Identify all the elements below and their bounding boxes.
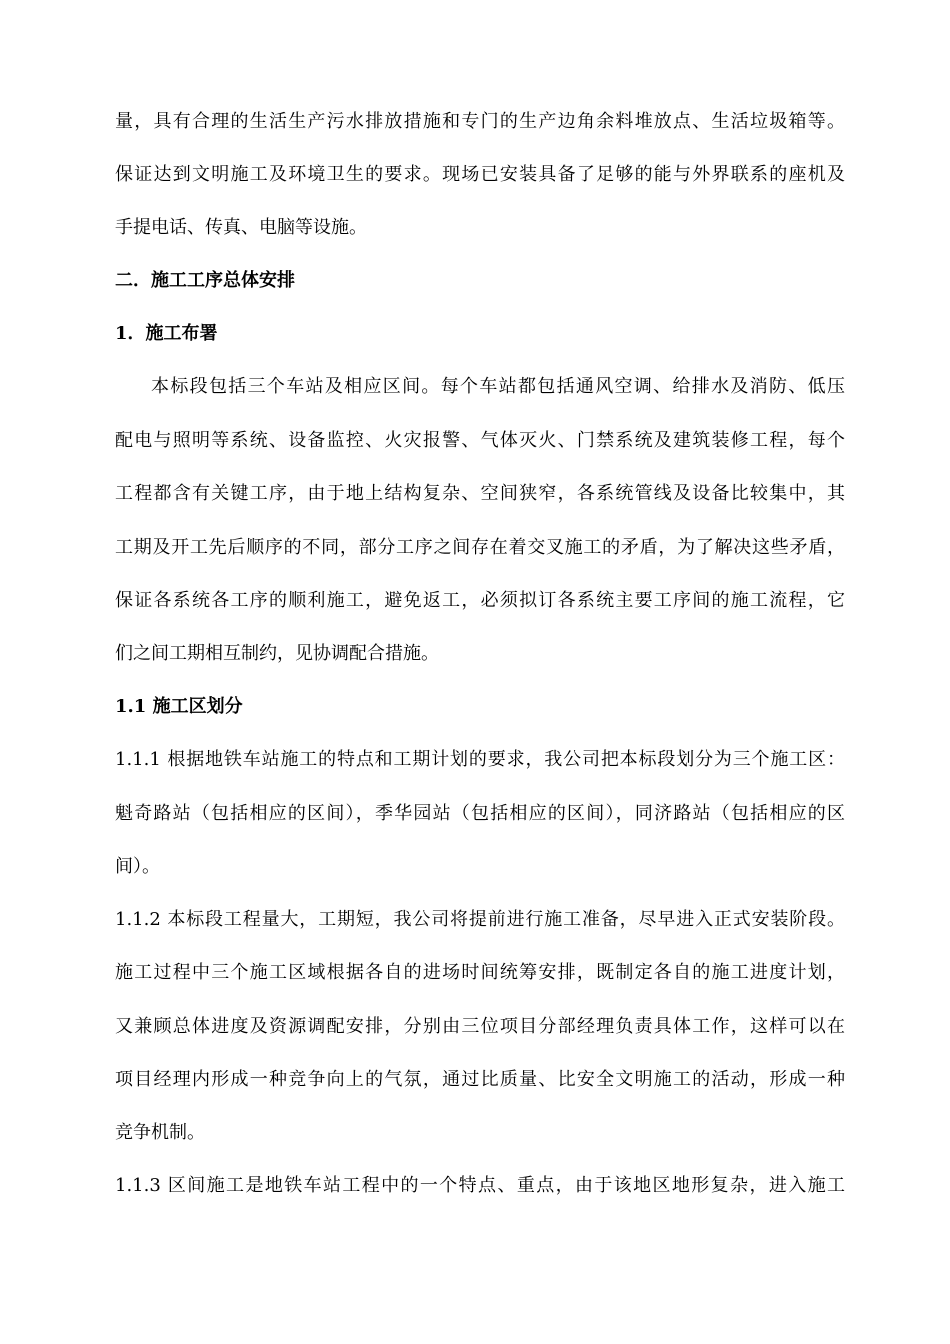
section-heading: 二．施工工序总体安排 bbox=[115, 270, 295, 291]
body-text-line: 1.1.3 区间施工是地铁车站工程中的一个特点、重点，由于该地区地形复杂，进入施工 bbox=[115, 1175, 845, 1196]
body-text-line: 魁奇路站（包括相应的区间），季华园站（包括相应的区间），同济路站（包括相应的区 bbox=[115, 803, 845, 824]
body-text-line: 保证各系统各工序的顺利施工，避免返工，必须拟订各系统主要工序间的施工流程，它 bbox=[115, 590, 845, 611]
body-text-line: 本标段包括三个车站及相应区间。每个车站都包括通风空调、给排水及消防、低压 bbox=[151, 376, 845, 397]
body-text-line: 竞争机制。 bbox=[115, 1122, 205, 1143]
body-text-line: 1.1.1 根据地铁车站施工的特点和工期计划的要求，我公司把本标段划分为三个施工区： bbox=[115, 749, 845, 770]
body-text-line: 工程都含有关键工序，由于地上结构复杂、空间狭窄，各系统管线及设备比较集中，其 bbox=[115, 483, 845, 504]
subsection-heading: 1.1 施工区划分 bbox=[115, 696, 243, 717]
body-text-line: 手提电话、传真、电脑等设施。 bbox=[115, 217, 367, 238]
body-text-line: 施工过程中三个施工区域根据各自的进场时间统筹安排，既制定各自的施工进度计划， bbox=[115, 962, 845, 983]
body-text-line: 量，具有合理的生活生产污水排放措施和专门的生产边角余料堆放点、生活垃圾箱等。 bbox=[115, 111, 845, 132]
body-text-line: 项目经理内形成一种竞争向上的气氛，通过比质量、比安全文明施工的活动，形成一种 bbox=[115, 1069, 845, 1090]
subsection-heading: 1．施工布署 bbox=[115, 323, 218, 344]
body-text-line: 间）。 bbox=[115, 856, 160, 877]
body-text-line: 又兼顾总体进度及资源调配安排，分别由三位项目分部经理负责具体工作，这样可以在 bbox=[115, 1016, 845, 1037]
body-text-line: 工期及开工先后顺序的不同，部分工序之间存在着交叉施工的矛盾，为了解决这些矛盾， bbox=[115, 537, 845, 558]
body-text-line: 保证达到文明施工及环境卫生的要求。现场已安装具备了足够的能与外界联系的座机及 bbox=[115, 164, 845, 185]
body-text-line: 们之间工期相互制约，见协调配合措施。 bbox=[115, 643, 439, 664]
body-text-line: 1.1.2 本标段工程量大，工期短，我公司将提前进行施工准备，尽早进入正式安装阶段。 bbox=[115, 909, 845, 930]
body-text-line: 配电与照明等系统、设备监控、火灾报警、气体灭火、门禁系统及建筑装修工程，每个 bbox=[115, 430, 845, 451]
